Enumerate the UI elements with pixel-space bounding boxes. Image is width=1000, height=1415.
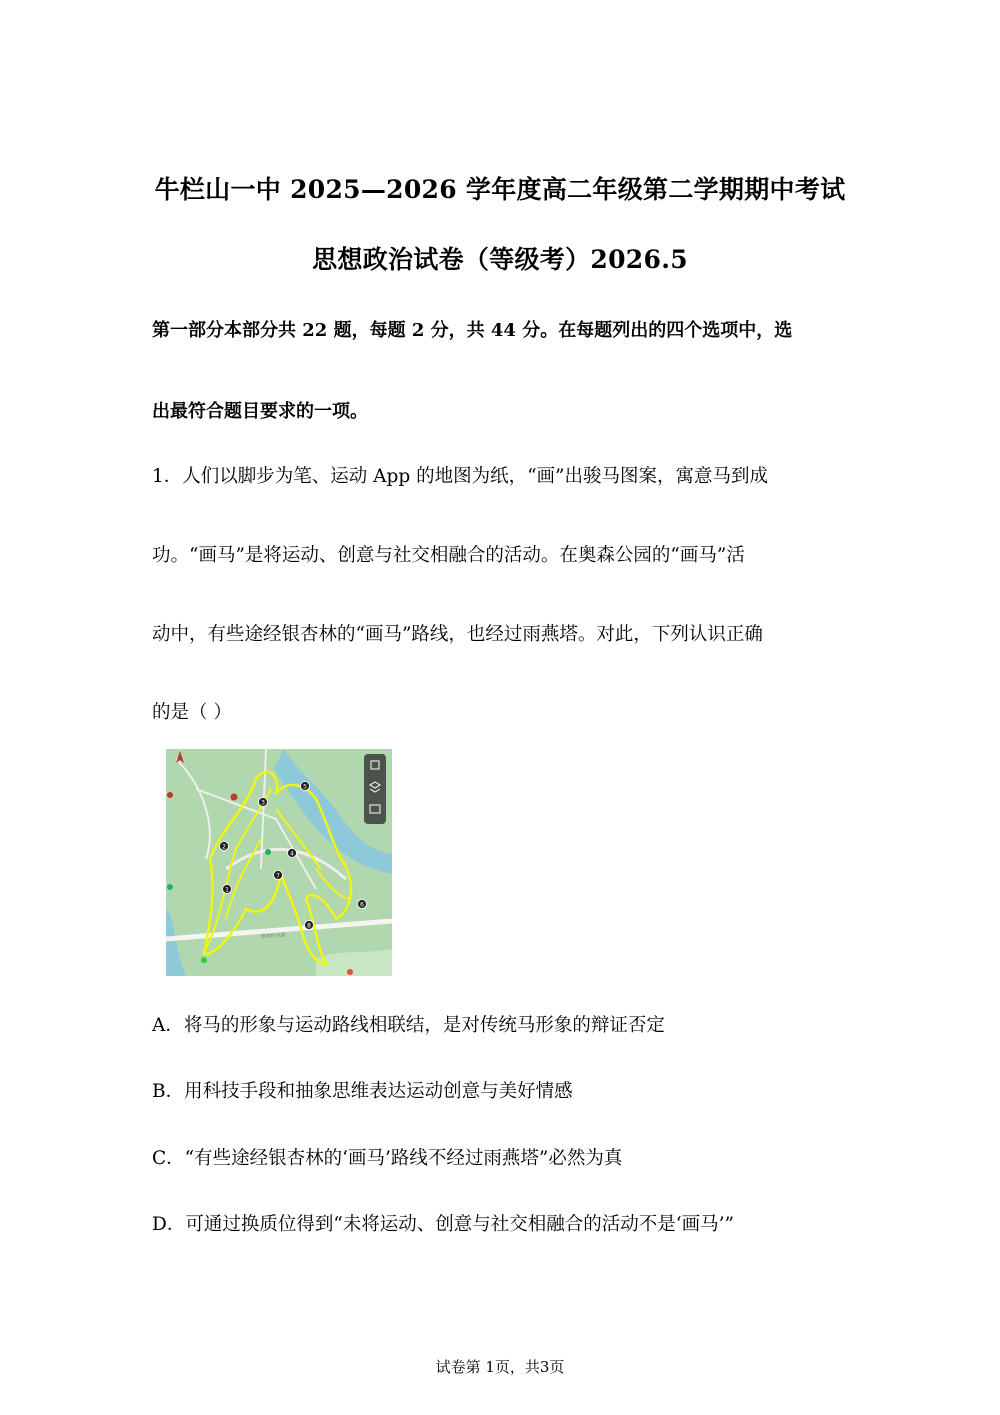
option-d: D．可通过换质位得到“未将运动、创意与社交相融合的活动不是‘画马’”: [152, 1214, 735, 1235]
question-1-line-4: 的是（ ）: [152, 702, 232, 723]
route-marker-label: 2: [222, 843, 226, 851]
section-instruction-line-1: 第一部分本部分共 22 题，每题 2 分，共 44 分。在每题列出的四个选项中，选: [152, 320, 793, 341]
option-c: C．“有些途经银杏林的‘画马’路线不经过雨燕塔”必然为真: [152, 1148, 623, 1169]
question-1-line-1: 1．人们以脚步为笔、运动 App 的地图为纸，“画”出骏马图案，寓意马到成: [152, 466, 768, 487]
road-label: 奥林匹克路: [260, 932, 287, 940]
question-1-line-2: 功。“画马”是将运动、创意与社交相融合的活动。在奥森公园的“画马”活: [152, 545, 745, 566]
route-marker-label: 1: [225, 886, 229, 894]
route-marker-label: 4: [290, 850, 294, 858]
title-line-2: 思想政治试卷（等级考）2026.5: [312, 245, 688, 274]
title-line-1: 牛栏山一中 2025—2026 学年度高二年级第二学期期中考试: [154, 175, 846, 204]
route-marker-label: 7: [276, 872, 280, 880]
question-1-line-3: 动中，有些途经银杏林的“画马”路线，也经过雨燕塔。对此，下列认识正确: [152, 624, 763, 645]
route-marker-label: 8: [307, 922, 311, 930]
option-a: A．将马的形象与运动路线相联结，是对传统马形象的辩证否定: [152, 1015, 665, 1036]
section-instruction-line-2: 出最符合题目要求的一项。: [152, 401, 368, 422]
route-marker-label: 5: [303, 783, 307, 791]
page-footer: 试卷第 1页，共3页: [435, 1358, 565, 1376]
route-marker-label: 6: [360, 901, 364, 909]
route-marker-label: 3: [261, 799, 265, 807]
option-b: B．用科技手段和抽象思维表达运动创意与美好情感: [152, 1081, 573, 1102]
route-map-image: [166, 749, 392, 976]
